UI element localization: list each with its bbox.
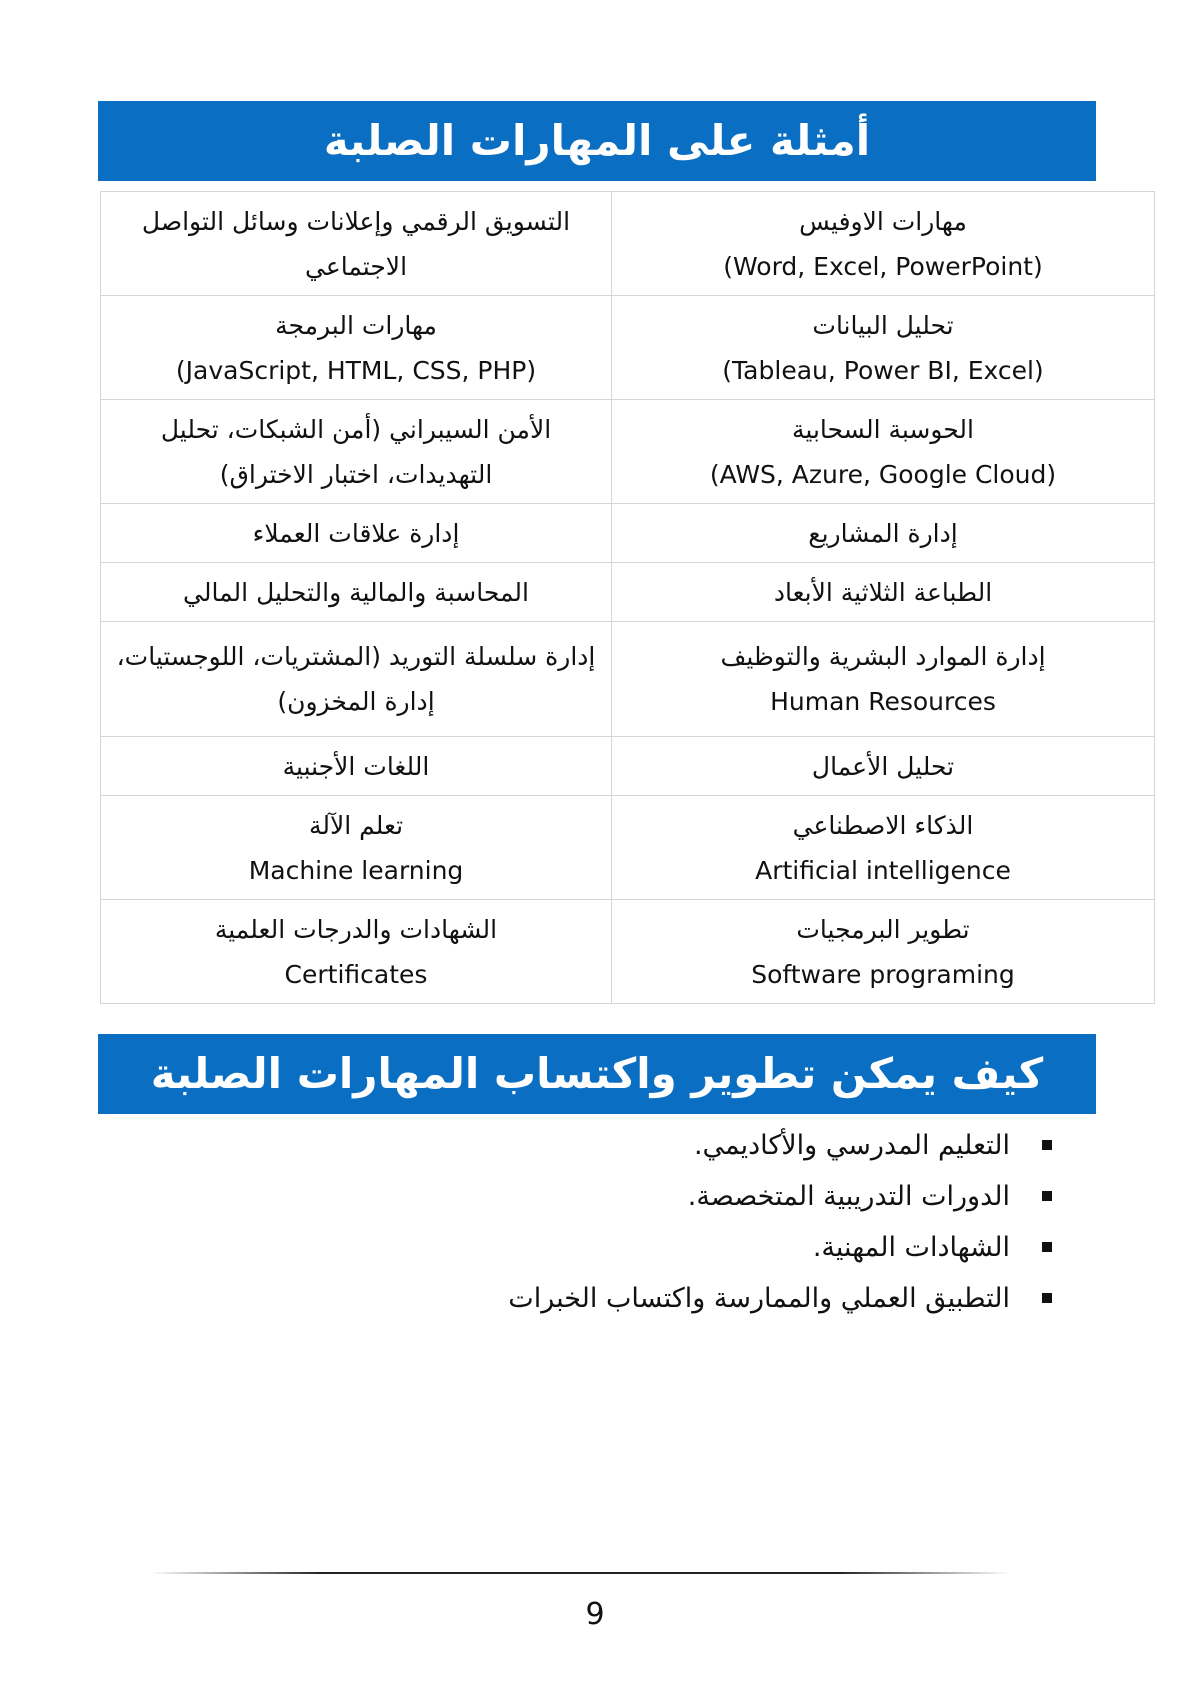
table-cell (612, 192, 1155, 296)
cell-arabic-text: اللغات الأجنبية (282, 751, 430, 781)
cell-english-text: (AWS, Azure, Google Cloud) (709, 459, 1057, 489)
table-row (101, 504, 1155, 563)
list-item-text: الدورات التدريبية المتخصصة. (687, 1181, 1010, 1212)
cell-arabic-text: تحليل البيانات (812, 310, 954, 340)
cell-arabic-text: الذكاء الاصطناعي (792, 810, 974, 840)
cell-arabic-text: إدارة الموارد البشرية والتوظيف (720, 642, 1046, 671)
table-cell (612, 900, 1155, 1004)
cell-english-text: Certificates (284, 959, 428, 989)
cell-english-text: (Tableau, Power BI, Excel) (722, 355, 1044, 385)
list-item (358, 1273, 1058, 1324)
develop-skills-list (358, 1120, 1058, 1324)
list-item-text: التعليم المدرسي والأكاديمي. (693, 1130, 1010, 1161)
table-cell (101, 400, 612, 504)
table-cell (612, 737, 1155, 796)
cell-arabic-text: الشهادات والدرجات العلمية (214, 914, 498, 944)
list-item (358, 1171, 1058, 1222)
table-cell (101, 504, 612, 563)
table-cell (101, 737, 612, 796)
table-cell (612, 796, 1155, 900)
table-cell (612, 400, 1155, 504)
list-item (358, 1222, 1058, 1273)
square-bullet-icon (1042, 1293, 1052, 1303)
list-item (358, 1120, 1058, 1171)
table-cell (612, 504, 1155, 563)
table-row (101, 192, 1155, 296)
square-bullet-icon (1042, 1140, 1052, 1150)
cell-arabic-text: إدارة سلسلة التوريد (المشتريات، اللوجستيات، إدارة المخزون) (116, 642, 596, 716)
cell-english-text: Software programing (751, 959, 1015, 989)
table-row (101, 296, 1155, 400)
square-bullet-icon (1042, 1191, 1052, 1201)
cell-arabic-text: تعلم الآلة (308, 810, 404, 840)
table-cell (101, 796, 612, 900)
cell-arabic-text: إدارة المشاريع (808, 518, 958, 548)
cell-arabic-text: إدارة علاقات العملاء (252, 518, 460, 548)
cell-arabic-text: مهارات البرمجة (275, 310, 437, 340)
table-cell (101, 192, 612, 296)
page-number: 9 (585, 1597, 605, 1632)
table-row (101, 796, 1155, 900)
table-row (101, 622, 1155, 737)
cell-arabic-text: الطباعة الثلاثية الأبعاد (773, 577, 993, 607)
cell-english-text: (JavaScript, HTML, CSS, PHP) (175, 355, 537, 385)
table-cell (612, 296, 1155, 400)
cell-arabic-text: المحاسبة والمالية والتحليل المالي (183, 577, 529, 607)
cell-arabic-text: الحوسبة السحابية (792, 414, 974, 444)
table-cell (612, 563, 1155, 622)
table-row (101, 737, 1155, 796)
table-row (101, 900, 1155, 1004)
square-bullet-icon (1042, 1242, 1052, 1252)
table-cell (101, 900, 612, 1004)
table-cell (101, 296, 612, 400)
hard-skills-table (100, 191, 1155, 1004)
table-cell (101, 622, 612, 737)
section-title-hard-skills-examples: أمثلة على المهارات الصلبة (98, 101, 1096, 181)
cell-english-text: Human Resources (770, 687, 996, 716)
cell-arabic-text: التسويق الرقمي وإعلانات وسائل التواصل الاجتماعي (141, 206, 571, 281)
table-row (101, 400, 1155, 504)
footer-divider (150, 1572, 1010, 1574)
cell-arabic-text: تحليل الأعمال (811, 751, 955, 781)
cell-arabic-text: مهارات الاوفيس (799, 206, 967, 236)
section-title-develop-hard-skills: كيف يمكن تطوير واكتساب المهارات الصلبة (98, 1034, 1096, 1114)
table-row (101, 563, 1155, 622)
cell-english-text: (Word, Excel, PowerPoint) (723, 251, 1043, 281)
cell-english-text: Machine learning (248, 855, 464, 885)
cell-arabic-text: تطوير البرمجيات (796, 914, 970, 944)
table-cell (101, 563, 612, 622)
cell-arabic-text: الأمن السيبراني (أمن الشبكات، تحليل التهديدات، اختبار الاختراق) (160, 414, 552, 489)
table-cell (612, 622, 1155, 737)
list-item-text: الشهادات المهنية. (812, 1232, 1010, 1263)
cell-english-text: Artificial intelligence (755, 855, 1011, 885)
list-item-text: التطبيق العملي والممارسة واكتساب الخبرات (508, 1283, 1010, 1314)
